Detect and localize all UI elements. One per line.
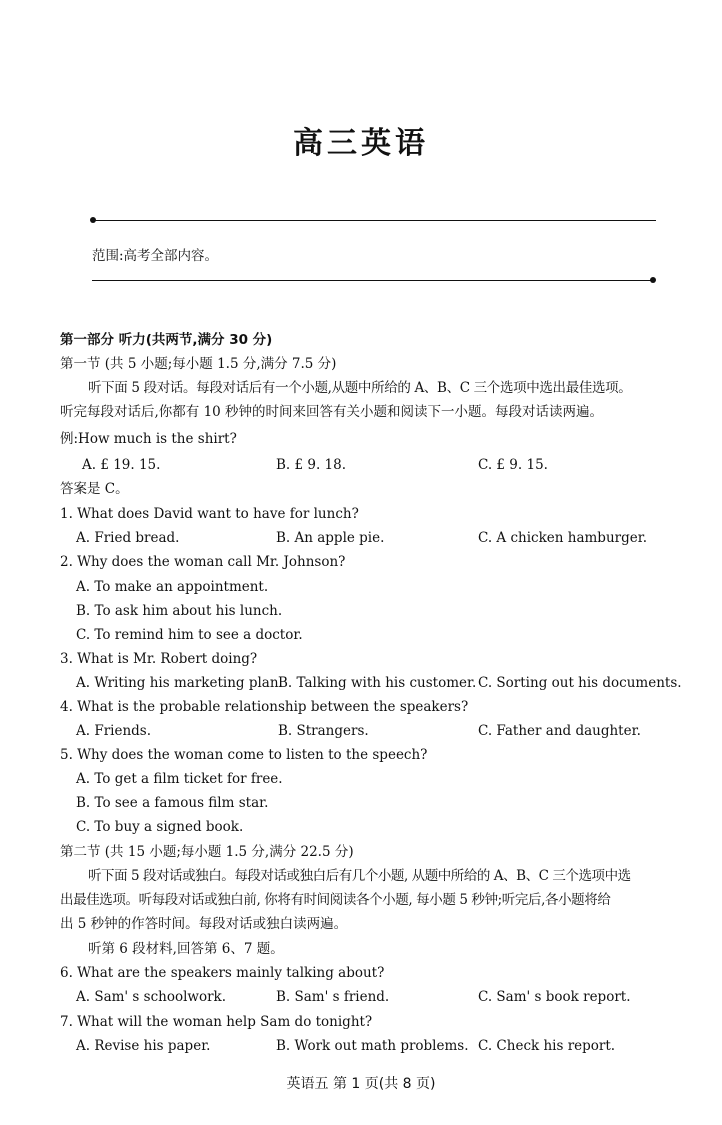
q7-option-b: B. Work out math problems. — [276, 1038, 469, 1054]
question-7: 7. What will the woman help Sam do tonight? — [60, 1014, 373, 1030]
example-option-b: B. £ 9. 18. — [276, 457, 347, 473]
example-option-c: C. £ 9. 15. — [478, 457, 548, 473]
rule-bottom — [92, 280, 652, 281]
section1-instructions-line2: 听完每段对话后,你都有 10 秒钟的时间来回答有关小题和阅读下一小题。每段对话读两遍。 — [60, 404, 604, 420]
q1-option-c: C. A chicken hamburger. — [478, 530, 647, 546]
q3-option-b: B. Talking with his customer. — [278, 675, 477, 691]
example-question: 例:How much is the shirt? — [60, 431, 237, 447]
q4-option-a: A. Friends. — [76, 723, 152, 739]
question-2: 2. Why does the woman call Mr. Johnson? — [60, 554, 346, 570]
q1-option-b: B. An apple pie. — [276, 530, 385, 546]
section2-instructions-line2: 出最佳选项。听每段对话或独白前, 你将有时间阅读各个小题, 每小题 5 秒钟;听完后,各小题将给 — [60, 892, 611, 908]
question-3: 3. What is Mr. Robert doing? — [60, 651, 258, 667]
scope-text: 范围:高考全部内容。 — [92, 248, 219, 264]
rule-top — [93, 220, 656, 221]
q5-option-a: A. To get a film ticket for free. — [76, 771, 283, 787]
section2-instructions-line3: 出 5 秒钟的作答时间。每段对话或独白读两遍。 — [60, 916, 348, 932]
section2-instructions-line1: 听下面 5 段对话或独白。每段对话或独白后有几个小题, 从题中所给的 A、B、C 三个选项中选 — [88, 868, 631, 884]
section1-heading: 第一节 (共 5 小题;每小题 1.5 分,满分 7.5 分) — [60, 356, 337, 372]
example-answer: 答案是 C。 — [60, 481, 129, 497]
q1-option-a: A. Fried bread. — [76, 530, 180, 546]
q5-option-b: B. To see a famous film star. — [76, 795, 269, 811]
page-title: 高三英语 — [293, 126, 429, 161]
part1-heading: 第一部分 听力(共两节,满分 30 分) — [60, 332, 273, 348]
q3-option-a: A. Writing his marketing plan. — [76, 675, 283, 691]
q2-option-a: A. To make an appointment. — [76, 579, 269, 595]
q2-option-c: C. To remind him to see a doctor. — [76, 627, 303, 643]
section2-heading: 第二节 (共 15 小题;每小题 1.5 分,满分 22.5 分) — [60, 844, 354, 860]
q6-option-b: B. Sam' s friend. — [276, 989, 390, 1005]
rule-dot-bottom — [650, 277, 656, 283]
material-6-note: 听第 6 段材料,回答第 6、7 题。 — [88, 941, 284, 957]
q7-option-c: C. Check his report. — [478, 1038, 616, 1054]
q6-option-c: C. Sam' s book report. — [478, 989, 631, 1005]
question-5: 5. Why does the woman come to listen to the speech? — [60, 747, 428, 763]
q5-option-c: C. To buy a signed book. — [76, 819, 244, 835]
example-option-a: A. £ 19. 15. — [82, 457, 161, 473]
page-footer: 英语五 第 1 页(共 8 页) — [286, 1076, 436, 1092]
q4-option-c: C. Father and daughter. — [478, 723, 641, 739]
q7-option-a: A. Revise his paper. — [76, 1038, 211, 1054]
question-1: 1. What does David want to have for lunch? — [60, 506, 359, 522]
question-6: 6. What are the speakers mainly talking about? — [60, 965, 385, 981]
section1-instructions-line1: 听下面 5 段对话。每段对话后有一个小题,从题中所给的 A、B、C 三个选项中选出最佳选项。 — [88, 380, 632, 396]
q2-option-b: B. To ask him about his lunch. — [76, 603, 283, 619]
question-4: 4. What is the probable relationship between the speakers? — [60, 699, 469, 715]
q3-option-c: C. Sorting out his documents. — [478, 675, 682, 691]
q4-option-b: B. Strangers. — [278, 723, 369, 739]
q6-option-a: A. Sam' s schoolwork. — [76, 989, 227, 1005]
